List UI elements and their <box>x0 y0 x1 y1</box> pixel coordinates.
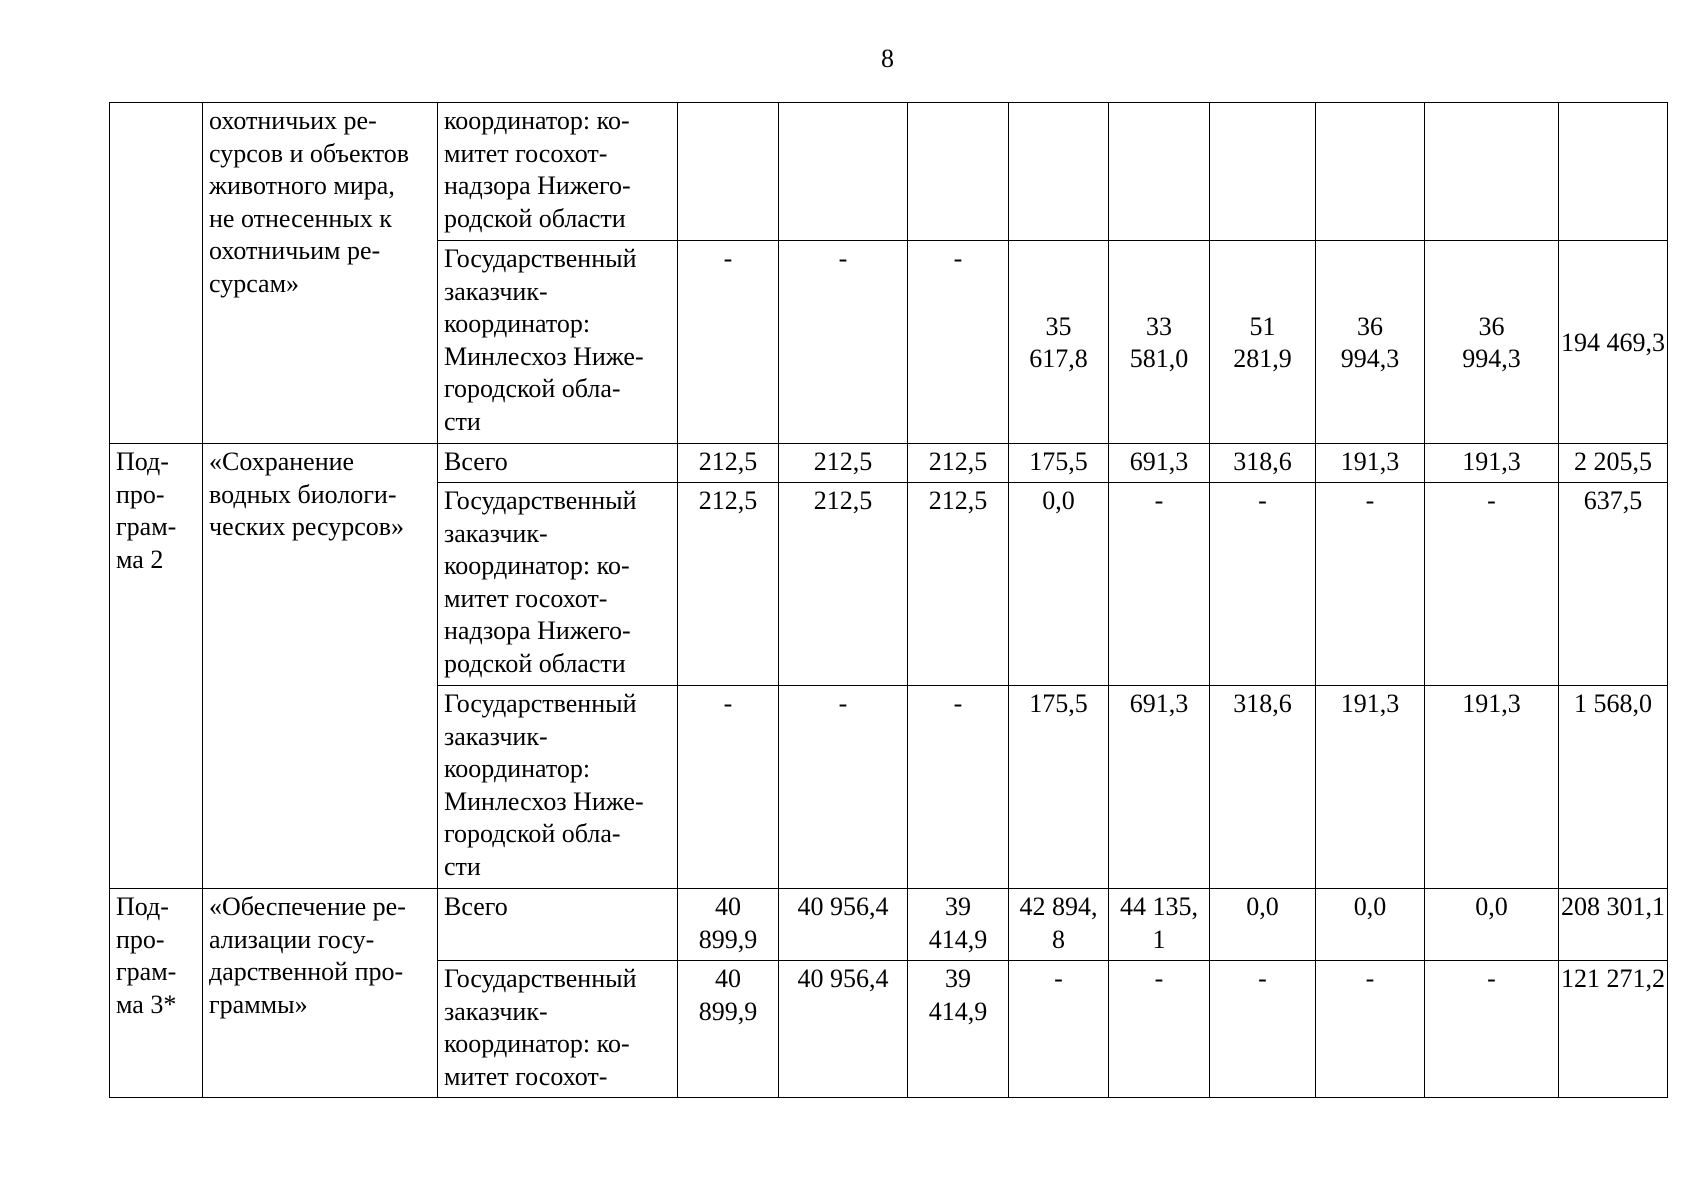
value-text: 1 568,0 <box>1574 689 1652 718</box>
value-text: 42 894, 8 <box>1019 892 1098 954</box>
value-text: 0,0 <box>1353 892 1387 921</box>
value-text: 0,0 <box>1042 486 1075 515</box>
value-cell <box>1316 889 1425 961</box>
value-text: 121 271,2 <box>1561 964 1665 993</box>
value-text: - <box>1487 964 1496 993</box>
subprogram-name: «Обеспечение ре- ализации госу- дарственной про- граммы» <box>209 892 406 1019</box>
value-text: 36 994,3 <box>1462 311 1521 373</box>
value-cell <box>1559 103 1668 241</box>
value-text: 318,6 <box>1233 447 1292 476</box>
value-text: - <box>723 244 733 273</box>
program-label: Под- про- грам- ма 3* <box>116 892 177 1019</box>
value-cell <box>779 444 908 483</box>
value-cell <box>1009 103 1109 241</box>
executor-text: координатор: ко- митет госохот- надзора Нижего- родской области <box>444 106 631 233</box>
value-text: 691,3 <box>1129 689 1189 718</box>
value-text: 175,5 <box>1029 447 1088 476</box>
value-text: - <box>1258 486 1267 515</box>
value-cell <box>779 889 908 961</box>
value-text: 40 956,4 <box>797 892 889 921</box>
value-cell <box>779 103 908 241</box>
value-text: 191,3 <box>1462 447 1521 476</box>
executor-cell <box>438 961 678 1098</box>
value-cell <box>678 483 779 686</box>
value-text: 51 281,9 <box>1233 311 1292 373</box>
value-cell <box>1109 103 1210 241</box>
table-row <box>110 103 1668 241</box>
executor-cell <box>438 241 678 444</box>
value-text: - <box>1258 964 1267 993</box>
value-text: 691,3 <box>1129 447 1189 476</box>
value-cell <box>1210 444 1316 483</box>
value-text: - <box>1154 486 1164 515</box>
executor-text: Государственный заказчик- координатор: Минлесхоз Ниже- городской обла- сти <box>444 244 644 436</box>
value-cell <box>908 241 1009 444</box>
value-text: 40 899,9 <box>698 892 758 954</box>
value-text: 212,5 <box>928 486 988 515</box>
value-text: - <box>1054 964 1063 993</box>
value-cell <box>1559 686 1668 889</box>
value-text: 0,0 <box>1246 892 1279 921</box>
value-text: 212,5 <box>698 447 758 476</box>
value-cell <box>1009 961 1109 1098</box>
value-cell <box>1009 444 1109 483</box>
value-text: 36 994,3 <box>1340 311 1400 373</box>
value-cell <box>1210 686 1316 889</box>
value-cell <box>908 483 1009 686</box>
table-row <box>110 444 1668 483</box>
executor-cell <box>438 686 678 889</box>
value-cell <box>1316 241 1425 444</box>
program-cell <box>110 103 203 444</box>
executor-cell <box>438 483 678 686</box>
value-cell <box>908 686 1009 889</box>
program-cell <box>110 444 203 889</box>
executor-cell <box>438 103 678 241</box>
value-cell <box>1009 483 1109 686</box>
value-cell <box>1210 103 1316 241</box>
value-text: 191,3 <box>1340 447 1400 476</box>
value-cell <box>779 483 908 686</box>
page-number: 8 <box>881 44 894 73</box>
value-cell <box>908 103 1009 241</box>
value-text: 208 301,1 <box>1561 892 1665 921</box>
value-cell <box>1425 483 1559 686</box>
value-cell <box>1316 961 1425 1098</box>
value-cell <box>1009 686 1109 889</box>
value-cell <box>1109 241 1210 444</box>
value-cell <box>678 241 779 444</box>
value-cell <box>779 241 908 444</box>
value-cell <box>1109 889 1210 961</box>
value-text: - <box>1365 964 1375 993</box>
value-text: 212,5 <box>928 447 988 476</box>
value-cell <box>1425 241 1559 444</box>
value-cell <box>1109 483 1210 686</box>
value-text: - <box>1365 486 1375 515</box>
value-text: 637,5 <box>1583 486 1643 515</box>
subprogram-name: охотничьих ре- сурсов и объектов животного мира, не отнесенных к охотничьим ре- сурсам» <box>209 106 410 298</box>
value-cell <box>1559 241 1668 444</box>
value-cell <box>1109 961 1210 1098</box>
value-cell <box>1316 103 1425 241</box>
subprogram-name: «Сохранение водных биологи- ческих ресурсов» <box>209 447 405 541</box>
value-cell <box>1009 241 1109 444</box>
value-text: 39 414,9 <box>928 964 988 1026</box>
value-text: 191,3 <box>1340 689 1400 718</box>
value-text: - <box>953 244 963 273</box>
value-cell <box>779 961 908 1098</box>
value-text: 212,5 <box>813 447 873 476</box>
value-cell <box>1559 483 1668 686</box>
value-cell <box>1009 889 1109 961</box>
value-cell <box>908 889 1009 961</box>
value-text: 2 205,5 <box>1574 447 1652 476</box>
value-cell <box>1425 103 1559 241</box>
subprogram-name-cell <box>203 889 438 1098</box>
value-text: - <box>723 689 733 718</box>
value-cell <box>1210 889 1316 961</box>
value-text: - <box>838 689 848 718</box>
value-text: - <box>953 689 963 718</box>
value-cell <box>779 686 908 889</box>
value-text: 44 135, 1 <box>1120 892 1198 954</box>
table-row <box>110 889 1668 961</box>
budget-table <box>109 102 1668 1098</box>
value-text: 40 956,4 <box>797 964 889 993</box>
value-text: 212,5 <box>698 486 758 515</box>
value-text: 194 469,3 <box>1561 327 1665 357</box>
value-text: - <box>838 244 848 273</box>
subprogram-name-cell <box>203 444 438 889</box>
value-cell <box>678 103 779 241</box>
executor-text: Государственный заказчик- координатор: ко- митет госохот- <box>444 964 637 1091</box>
value-cell <box>678 889 779 961</box>
value-cell <box>1210 241 1316 444</box>
value-cell <box>1210 483 1316 686</box>
value-cell <box>1559 889 1668 961</box>
value-text: 191,3 <box>1462 689 1521 718</box>
value-cell <box>1210 961 1316 1098</box>
value-cell <box>678 686 779 889</box>
value-text: 175,5 <box>1029 689 1088 718</box>
value-text: 33 581,0 <box>1129 311 1189 373</box>
value-text: 35 617,8 <box>1029 311 1088 373</box>
value-cell <box>1425 686 1559 889</box>
value-cell <box>678 444 779 483</box>
value-text: - <box>1487 486 1496 515</box>
value-cell <box>1109 686 1210 889</box>
value-cell <box>1425 444 1559 483</box>
value-text: 39 414,9 <box>928 892 988 954</box>
executor-text: Всего <box>444 892 508 921</box>
value-cell <box>1316 444 1425 483</box>
value-text: 212,5 <box>813 486 873 515</box>
value-cell <box>1559 961 1668 1098</box>
executor-text: Всего <box>444 447 508 476</box>
value-cell <box>908 961 1009 1098</box>
value-text: 318,6 <box>1233 689 1292 718</box>
executor-text: Государственный заказчик- координатор: ко- митет госохот- надзора Нижего- родской области <box>444 486 637 678</box>
value-text: 40 899,9 <box>698 964 758 1026</box>
value-cell <box>1316 686 1425 889</box>
value-cell <box>1109 444 1210 483</box>
program-label: Под- про- грам- ма 2 <box>116 447 177 574</box>
value-cell <box>1316 483 1425 686</box>
value-cell <box>1425 889 1559 961</box>
program-cell <box>110 889 203 1098</box>
value-cell <box>1559 444 1668 483</box>
executor-text: Государственный заказчик- координатор: Минлесхоз Ниже- городской обла- сти <box>444 689 644 881</box>
value-text: 0,0 <box>1475 892 1508 921</box>
executor-cell <box>438 444 678 483</box>
value-cell <box>1425 961 1559 1098</box>
value-text: - <box>1154 964 1164 993</box>
executor-cell <box>438 889 678 961</box>
value-cell <box>908 444 1009 483</box>
value-cell <box>678 961 779 1098</box>
subprogram-name-cell <box>203 103 438 444</box>
